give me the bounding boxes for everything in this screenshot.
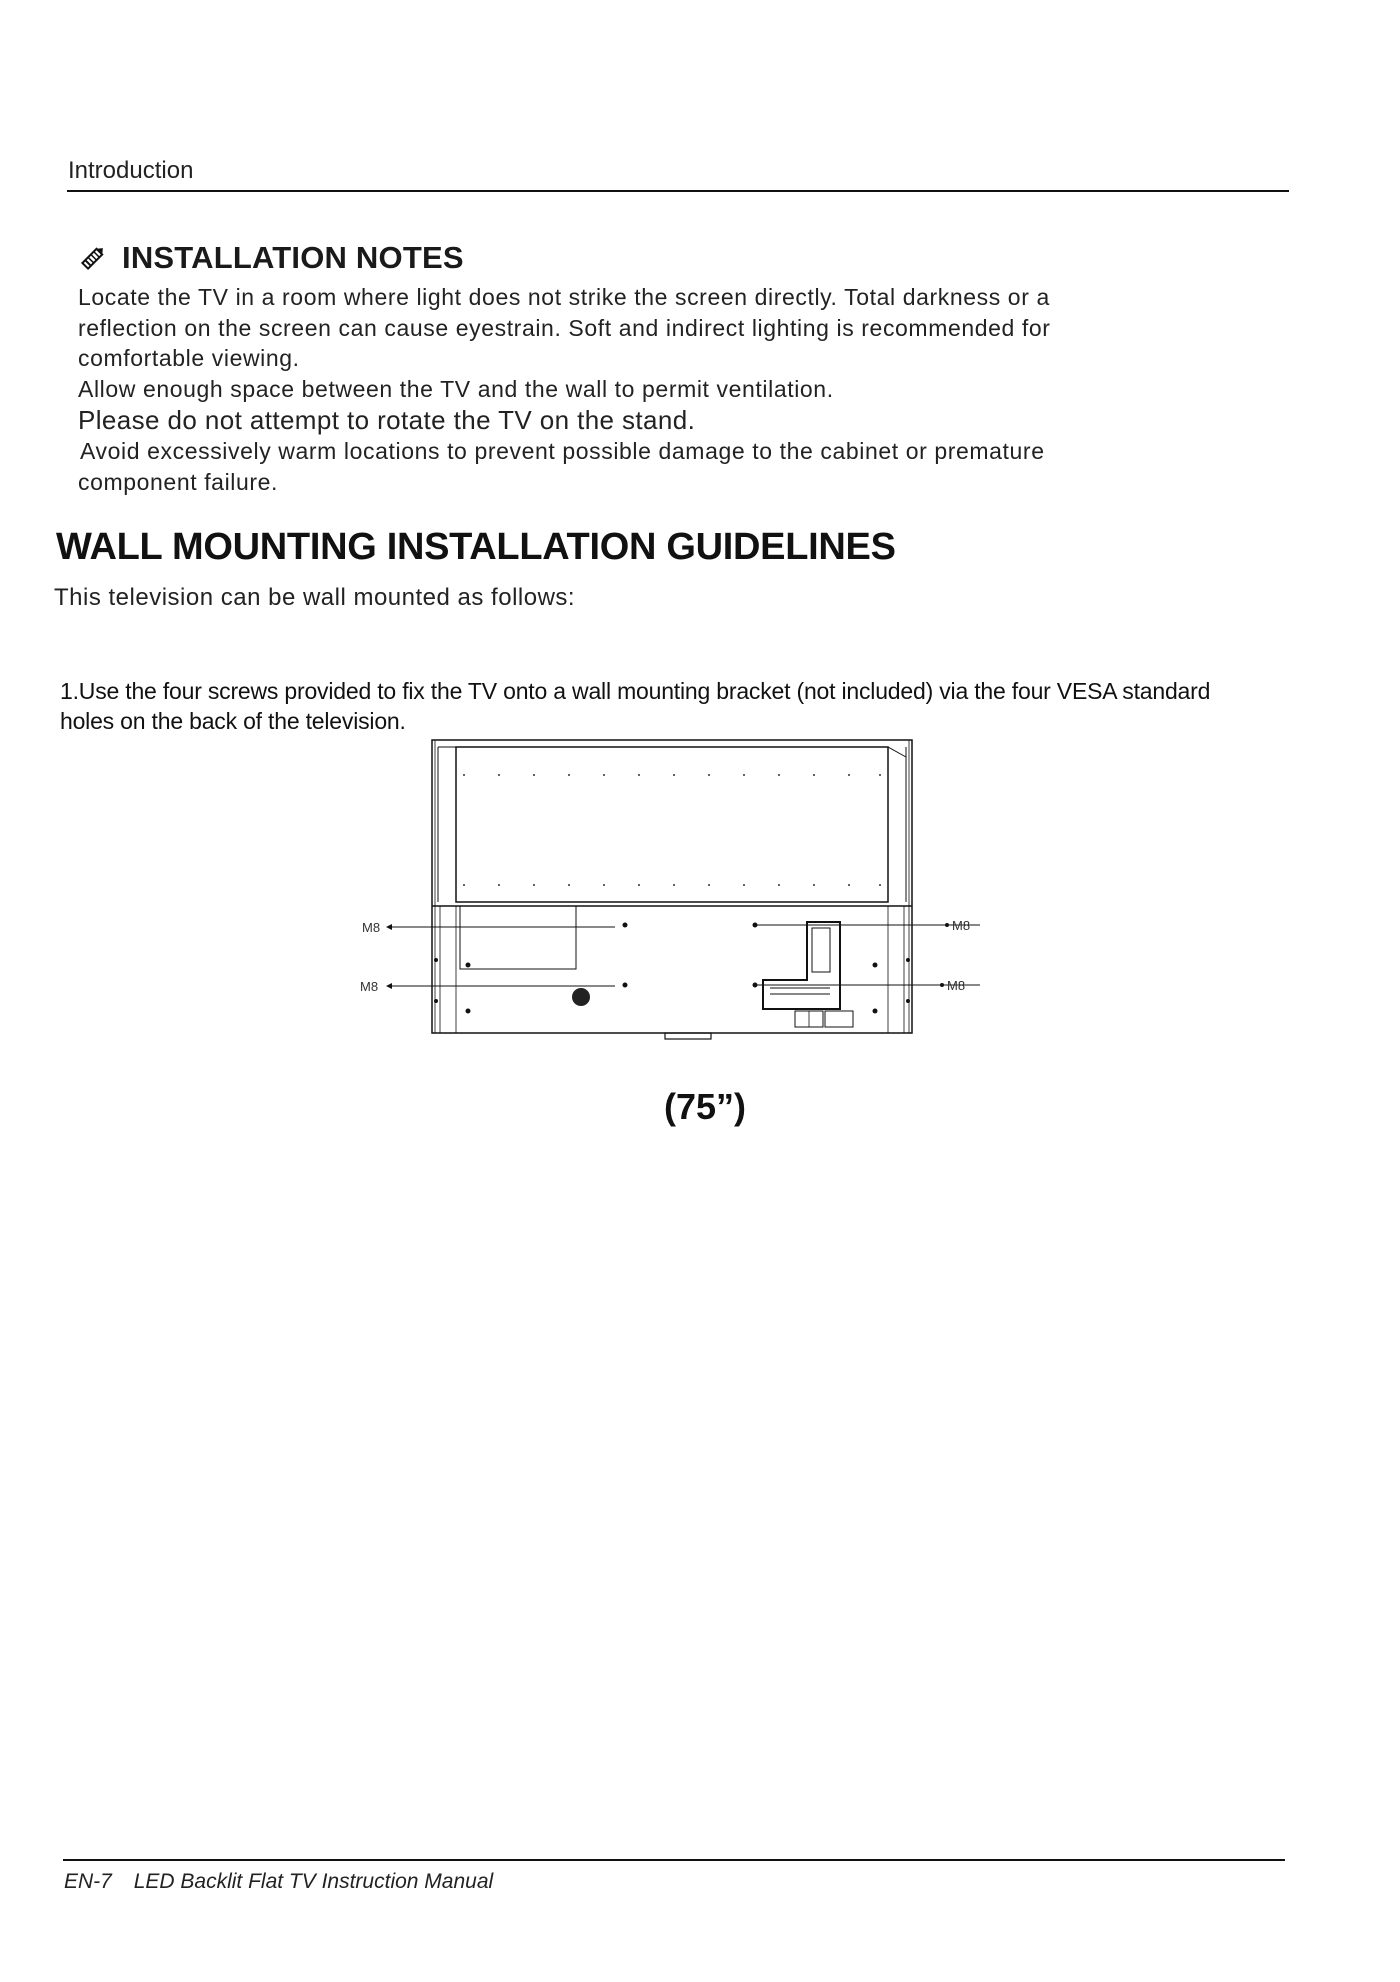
header-rule: [67, 190, 1289, 192]
screw-label-left-bottom: M8: [360, 979, 379, 994]
manual-title: LED Backlit Flat TV Instruction Manual: [133, 1870, 494, 1893]
tv-size-label: (75”): [664, 1086, 747, 1127]
note-line: reflection on the screen can cause eyestrain. Soft and indirect lighting is recommended for: [78, 314, 1051, 341]
footer: [64, 1870, 493, 1894]
note-line: Allow enough space between the TV and the wall to permit ventilation.: [78, 375, 834, 402]
wall-mounting-intro: This television can be wall mounted as follows:: [54, 584, 576, 611]
step-line: holes on the back of the television.: [60, 708, 406, 734]
installation-notes-heading: [78, 240, 464, 276]
step-line: 1.Use the four screws provided to fix the TV onto a wall mounting bracket (not included) via the four VESA standard: [60, 678, 1211, 704]
screw-label-right-bottom: M8: [947, 978, 966, 993]
section-label: Introduction: [68, 157, 194, 184]
screw-label-right-top: M8: [952, 918, 971, 933]
note-line: Locate the TV in a room where light does not strike the screen directly. Total darkness or a: [78, 284, 1050, 310]
installation-notes-body: [78, 282, 1158, 497]
tv-back-diagram: [360, 735, 980, 1050]
note-line: comfortable viewing.: [78, 345, 300, 371]
note-line: Please do not attempt to rotate the TV on the stand.: [78, 405, 696, 435]
page-number: EN-7: [64, 1870, 112, 1893]
screw-label-left-top: M8: [362, 920, 381, 935]
footer-rule: [63, 1859, 1285, 1861]
pencil-icon: [78, 243, 108, 273]
wall-mounting-title: WALL MOUNTING INSTALLATION GUIDELINES: [56, 526, 896, 568]
note-line: Avoid excessively warm locations to prevent possible damage to the cabinet or premature: [80, 438, 1045, 464]
installation-notes-title: INSTALLATION NOTES: [122, 240, 464, 275]
step-1-text: [60, 676, 1310, 736]
note-line: component failure.: [78, 468, 279, 495]
